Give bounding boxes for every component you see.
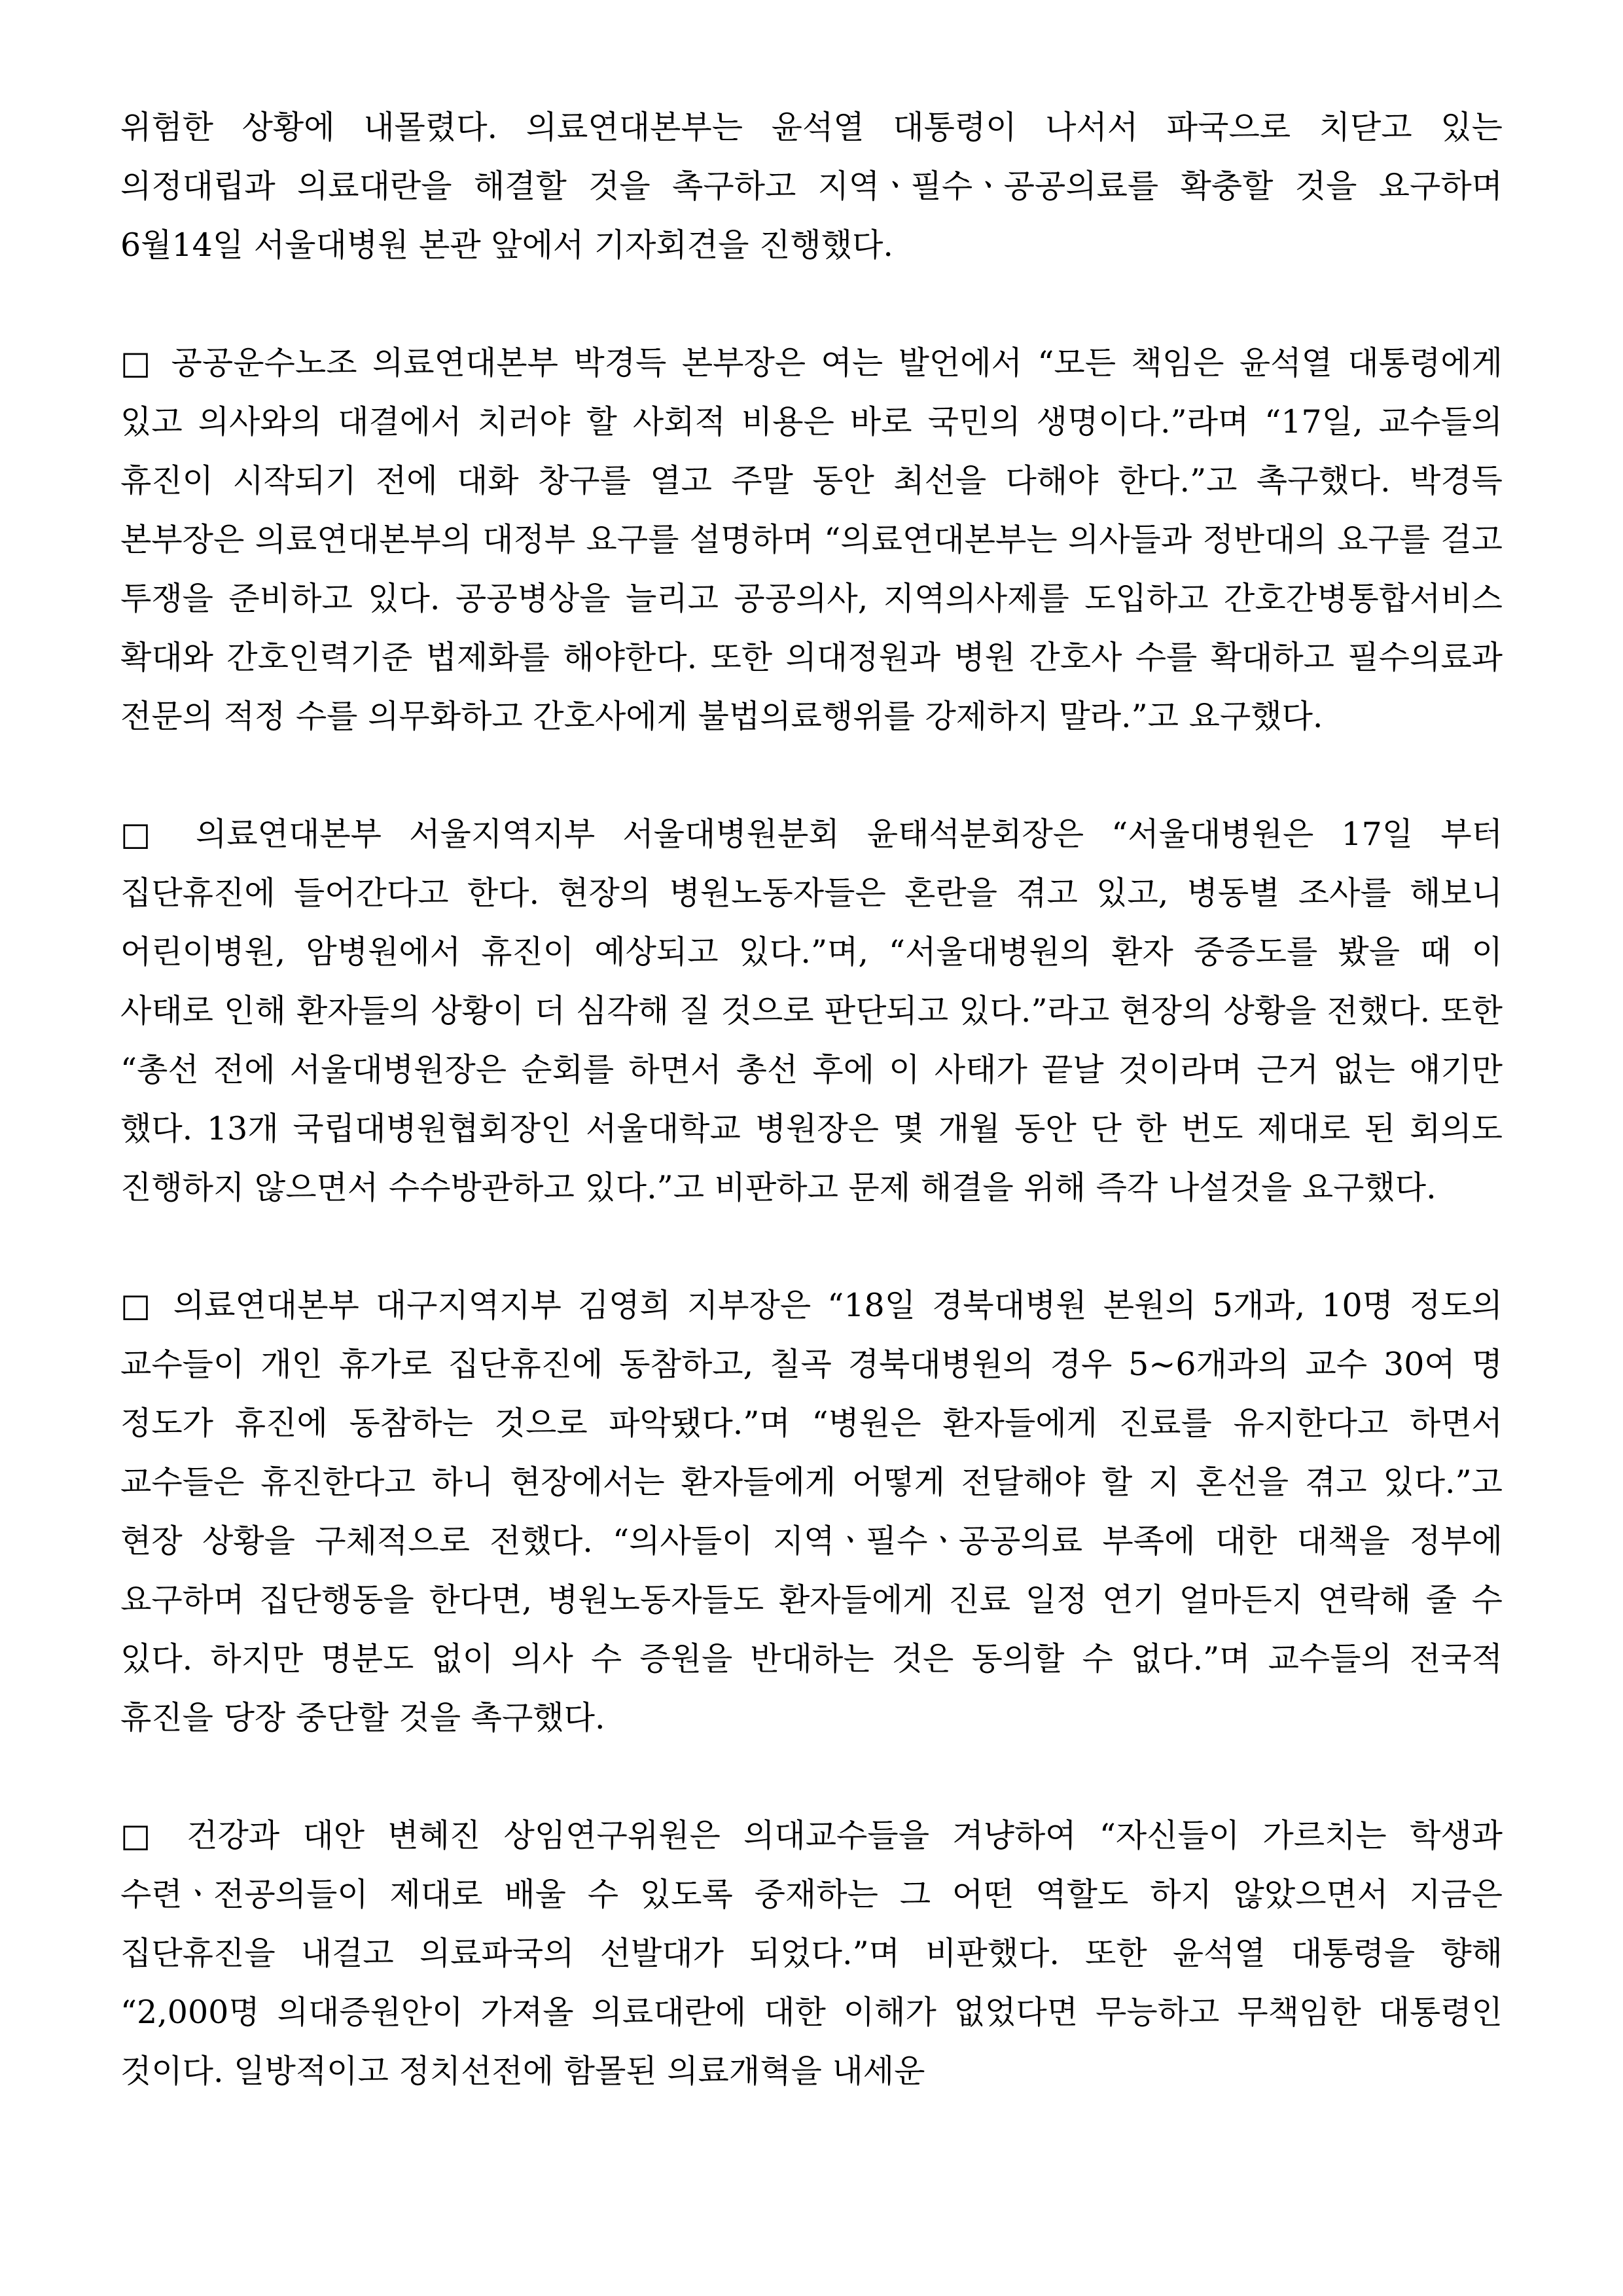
paragraph-continuation: 위험한 상황에 내몰렸다. 의료연대본부는 윤석열 대통령이 나서서 파국으로 치닫고 있는 의정대립과 의료대란을 해결할 것을 촉구하고 지역ㆍ필수ㆍ공공의료를 확충할 것을 요구하며 6월14일 서울대병원 본관 앞에서 기자회견을 진행했다.: [120, 109, 1503, 264]
paragraph-kim-younghee: □ 의료연대본부 대구지역지부 김영희 지부장은 “18일 경북대병원 본원의 5개과, 10명 정도의 교수들이 개인 휴가로 집단휴진에 동참하고, 칠곡 경북대병원의 경우 5~6개과의 교수 30여 명 정도가 휴진에 동참하는 것으로 파악됐다.”며 “병원은 환자들에게 진료를 유지한다고 하면서 교수들은 휴진한다고 하니 현장에서는 환자들에게 어떻게 전달해야 할 지 혼선을 겪고 있다.”고 현장 상황을 구체적으로 전했다. “의사들이 지역ㆍ필수ㆍ공공의료 부족에 대한 대책을 정부에 요구하며 집단행동을 한다면, 병원노동자들도 환자들에게 진료 일정 연기 얼마든지 연락해 줄 수 있다. 하지만 명분도 없이 의사 수 증원을 반대하는 것은 동의할 수 없다.”며 교수들의 전국적 휴진을 당장 중단할 것을 촉구했다.: [120, 1287, 1503, 1736]
document-body: [120, 98, 1503, 2101]
paragraph-park-kyungdeuk: □ 공공운수노조 의료연대본부 박경득 본부장은 여는 발언에서 “모든 책임은 윤석열 대통령에게 있고 의사와의 대결에서 치러야 할 사회적 비용은 바로 국민의 생명이다.”라며 “17일, 교수들의 휴진이 시작되기 전에 대화 창구를 열고 주말 동안 최선을 다해야 한다.”고 촉구했다. 박경득 본부장은 의료연대본부의 대정부 요구를 설명하며 “의료연대본부는 의사들과 정반대의 요구를 걸고 투쟁을 준비하고 있다. 공공병상을 늘리고 공공의사, 지역의사제를 도입하고 간호간병통합서비스 확대와 간호인력기준 법제화를 해야한다. 또한 의대정원과 병원 간호사 수를 확대하고 필수의료과 전문의 적정 수를 의무화하고 간호사에게 불법의료행위를 강제하지 말라.”고 요구했다.: [120, 344, 1503, 735]
paragraph-yoon-taeseok: □ 의료연대본부 서울지역지부 서울대병원분회 윤태석분회장은 “서울대병원은 17일 부터 집단휴진에 들어간다고 한다. 현장의 병원노동자들은 혼란을 겪고 있고, 병동별 조사를 해보니 어린이병원, 암병원에서 휴진이 예상되고 있다.”며, “서울대병원의 환자 중증도를 봤을 때 이 사태로 인해 환자들의 상황이 더 심각해 질 것으로 판단되고 있다.”라고 현장의 상황을 전했다. 또한 “총선 전에 서울대병원장은 순회를 하면서 총선 후에 이 사태가 끝날 것이라며 근거 없는 얘기만 했다. 13개 국립대병원협회장인 서울대학교 병원장은 몇 개월 동안 단 한 번도 제대로 된 회의도 진행하지 않으면서 수수방관하고 있다.”고 비판하고 문제 해결을 위해 즉각 나설것을 요구했다.: [120, 816, 1503, 1206]
paragraph-byun-hyejin: □ 건강과 대안 변혜진 상임연구위원은 의대교수들을 겨냥하여 “자신들이 가르치는 학생과 수련ㆍ전공의들이 제대로 배울 수 있도록 중재하는 그 어떤 역할도 하지 않았으면서 지금은 집단휴진을 내걸고 의료파국의 선발대가 되었다.”며 비판했다. 또한 윤석열 대통령을 향해 “2,000명 의대증원안이 가져올 의료대란에 대한 이해가 없었다면 무능하고 무책임한 대통령인 것이다. 일방적이고 정치선전에 함몰된 의료개혁을 내세운: [120, 1817, 1503, 2090]
